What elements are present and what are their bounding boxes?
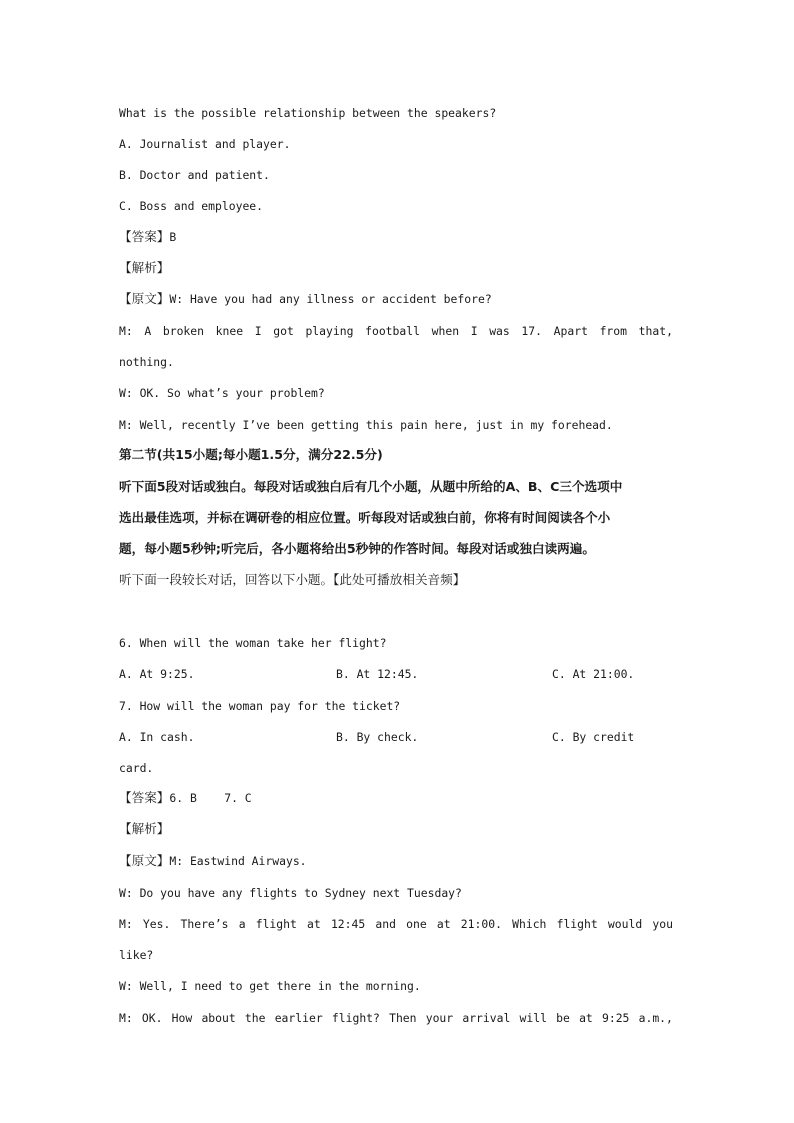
q5-option-a: A. Journalist and player. (119, 137, 291, 151)
word: that, (638, 324, 673, 338)
word: at (307, 917, 321, 931)
q67-transcript-line-4: like? (119, 948, 154, 962)
word: would (607, 917, 643, 931)
word: from (599, 324, 628, 338)
word: 12:45 (330, 917, 366, 931)
word: Yes. (142, 917, 171, 931)
q7-option-a: A. In cash. (119, 730, 195, 744)
q5-analysis-label: 【解析】 (119, 260, 170, 275)
answer-label: 【答案】 (119, 790, 170, 805)
q67-transcript-line-3 (119, 916, 673, 932)
question-5-text: What is the possible relationship between the speakers? (119, 106, 497, 120)
transcript-label: 【原文】 (119, 291, 170, 306)
word: M: (119, 1011, 133, 1025)
word: your (425, 1011, 454, 1025)
word: There’s (180, 917, 229, 931)
q5-transcript-line-3: nothing. (119, 355, 174, 369)
q7-option-c-continued: card. (119, 761, 154, 775)
word: will (519, 1011, 547, 1025)
word: be (556, 1011, 570, 1025)
question-7-text: 7. How will the woman pay for the ticket? (119, 699, 401, 713)
listening-prompt: 听下面一段较长对话，回答以下小题。【此处可播放相关音频】 (119, 572, 466, 587)
question-6-text: 6. When will the woman take her flight? (119, 636, 387, 650)
q6-option-a: A. At 9:25. (119, 667, 195, 681)
q67-analysis-label: 【解析】 (119, 821, 170, 836)
q67-transcript-line-1 (119, 853, 307, 869)
word: at (579, 1011, 593, 1025)
section-2-instructions-2: 选出最佳选项，并标在调研卷的相应位置。听每段对话或独白前，你将有时间阅读各个小 (119, 510, 611, 525)
transcript-text: W: Have you had any illness or accident before? (169, 292, 492, 306)
section-2-instructions-1: 听下面5段对话或独白。每段对话或独白后有几个小题，从题中所给的A、B、C三个选项中 (119, 479, 623, 494)
word: a.m., (638, 1011, 673, 1025)
word: about (201, 1011, 236, 1025)
word: I (254, 324, 262, 338)
q5-option-c: C. Boss and employee. (119, 199, 264, 213)
q67-transcript-line-2: W: Do you have any flights to Sydney next Tuesday? (119, 886, 462, 900)
word: M: (119, 324, 133, 338)
word: arrival (462, 1011, 511, 1025)
word: A (144, 324, 152, 338)
q67-transcript-line-5: W: Well, I need to get there in the morning. (119, 979, 421, 993)
word: Apart (553, 324, 588, 338)
answer-value: 6. B 7. C (169, 791, 252, 805)
transcript-label: 【原文】 (119, 853, 170, 868)
word: football (365, 324, 420, 338)
word: flight (556, 917, 598, 931)
section-2-heading: 第二节(共15小题;每小题1.5分，满分22.5分) (119, 447, 383, 462)
word: M: (119, 917, 133, 931)
word: I (470, 324, 478, 338)
word: Then (389, 1011, 417, 1025)
q5-transcript-line-1 (119, 291, 492, 307)
word: you (652, 917, 673, 931)
section-2-instructions-3: 题，每小题5秒钟;听完后，各小题将给出5秒钟的作答时间。每段对话或独白读两遍。 (119, 541, 595, 556)
q6-option-c: C. At 21:00. (552, 667, 635, 681)
q5-option-b: B. Doctor and patient. (119, 168, 270, 182)
word: OK. (141, 1011, 163, 1025)
word: Which (512, 917, 547, 931)
word: the (244, 1011, 266, 1025)
word: a (238, 917, 246, 931)
q5-answer (119, 229, 176, 245)
word: one (406, 917, 427, 931)
word: flight (255, 917, 297, 931)
q67-answer (119, 790, 252, 806)
transcript-text: M: Eastwind Airways. (169, 854, 307, 868)
q67-transcript-line-6 (119, 1010, 673, 1026)
word: earlier (274, 1011, 323, 1025)
word: got (273, 324, 294, 338)
word: was (489, 324, 510, 338)
q7-option-c: C. By credit (552, 730, 635, 744)
word: How (171, 1011, 193, 1025)
q5-transcript-line-4: W: OK. So what’s your problem? (119, 386, 325, 400)
word: knee (215, 324, 244, 338)
word: broken (162, 324, 205, 338)
word: and (375, 917, 396, 931)
word: flight? (331, 1011, 380, 1025)
word: at (436, 917, 451, 931)
answer-label: 【答案】 (119, 229, 170, 244)
answer-value: B (169, 230, 177, 244)
q5-transcript-line-5: M: Well, recently I’ve been getting this pain here, just in my forehead. (119, 418, 613, 432)
q6-option-b: B. At 12:45. (336, 667, 419, 681)
word: 9:25 (601, 1011, 630, 1025)
q5-transcript-line-2 (119, 323, 673, 339)
q7-option-b: B. By check. (336, 730, 419, 744)
word: playing (305, 324, 354, 338)
word: when (431, 324, 460, 338)
word: 17. (521, 324, 542, 338)
word: 21:00. (460, 917, 502, 931)
